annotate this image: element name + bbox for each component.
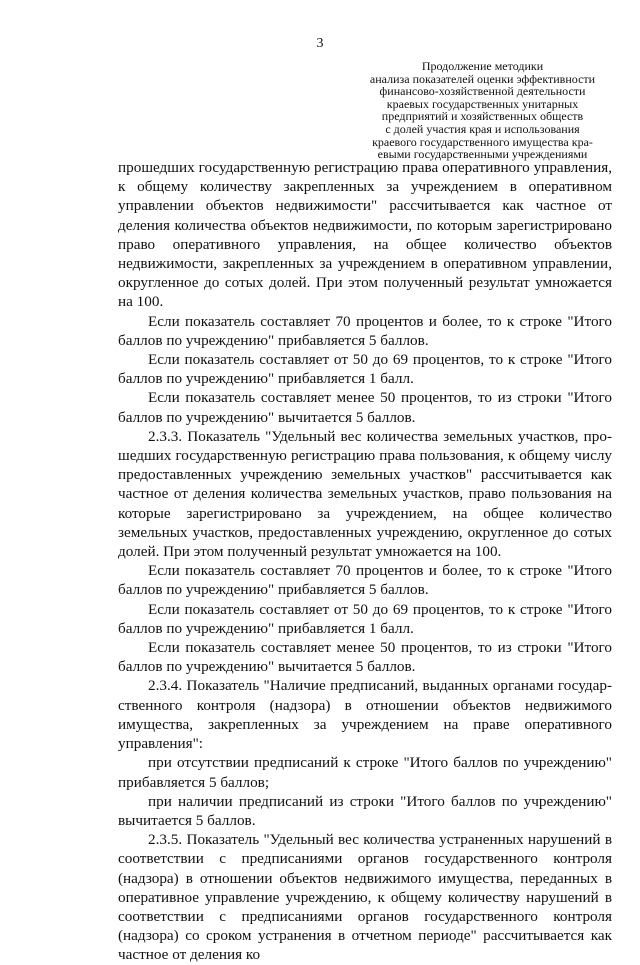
paragraph: Если показатель составляет менее 50 процентов, то из строки "Итого баллов по учреждению" вычитается 5 баллов. (118, 639, 612, 676)
header-line: с долей участия края и использования (385, 121, 580, 136)
header-line: анализа показателей оценки эффективности (369, 71, 596, 86)
header-line: предприятий и хозяйственных обществ (381, 109, 584, 124)
header-line: Продолжение методики (421, 59, 544, 73)
document-body (118, 158, 612, 965)
paragraph: Если показатель составляет менее 50 процентов, то из строки "Итого баллов по учреждению" вычитается 5 баллов. (118, 389, 612, 426)
paragraph: при наличии предписаний из строки "Итого баллов по учреждению" вычитается 5 баллов. (118, 792, 612, 829)
paragraph: Если показатель составляет от 50 до 69 процентов, то к строке "Итого баллов по учреждению" прибавляется 1 балл. (118, 351, 612, 388)
page-number: 3 (316, 36, 324, 51)
paragraph: 2.3.3. Показатель "Удельный вес количества земельных участков, прошедших государственную регистрацию права пользования, к общему числу предоставленных учреждению земельных участков" рассчитывается как частное от деления количества земельных участков, право пользования на которые зарегистрировано за учреждением, на общее количество земельных участков, предоставленных учреждению, округленное до сотых долей. При этом полученный результат умножается на 100. (118, 427, 612, 561)
paragraph: 2.3.4. Показатель "Наличие предписаний, выданных органами государственного контроля (надзора) в отношении объектов недвижимого имущества, закрепленных за учреждением на праве оперативного управления": (118, 677, 612, 753)
header-line: краевых государственных унитарных (386, 96, 579, 111)
paragraph: при отсутствии предписаний к строке "Итого баллов по учреждению" прибавляется 5 баллов; (118, 754, 612, 791)
header-line: евыми государственными учреждениями (377, 147, 588, 162)
paragraph: 2.3.5. Показатель "Удельный вес количества устраненных нарушений в соответствии с предписаниями органов государственного контроля (надзора) в отношении объектов недвижимого имущества, переданных в оперативное управление учреждению, к общему количеству нарушений в соответствии с предписаниями органов государственного контроля (надзора) со сроком устранения в отчетном периоде" рассчитывается как частное от деления ко (118, 831, 612, 964)
header-line: краевого государственного имущества кра- (372, 134, 593, 149)
paragraph: Если показатель составляет 70 процентов и более, то к строке "Итого баллов по учреждению" прибавляется 5 баллов. (118, 312, 612, 349)
header-line: финансово-хозяйственной деятельности (379, 84, 586, 99)
paragraph: Если показатель составляет от 50 до 69 процентов, то к строке "Итого баллов по учреждению" прибавляется 1 балл. (118, 600, 612, 637)
running-header (355, 60, 610, 161)
paragraph: Если показатель составляет 70 процентов и более, то к строке "Итого баллов по учреждению" прибавляется 5 баллов. (118, 562, 612, 599)
paragraph: прошедших государственную регистрацию права оперативного управления, к общему количеству закрепленных за учреждением в оперативном управлении объектов недвижимости" рассчитывается как частное от деления количества объектов недвижимости, по которым зарегистрировано право оперативного управления, на общее количество объектов недвижимости, закрепленных за учреждением в оперативном управлении, округленное до сотых долей. При этом полученный результат умножается на 100. (118, 159, 612, 311)
